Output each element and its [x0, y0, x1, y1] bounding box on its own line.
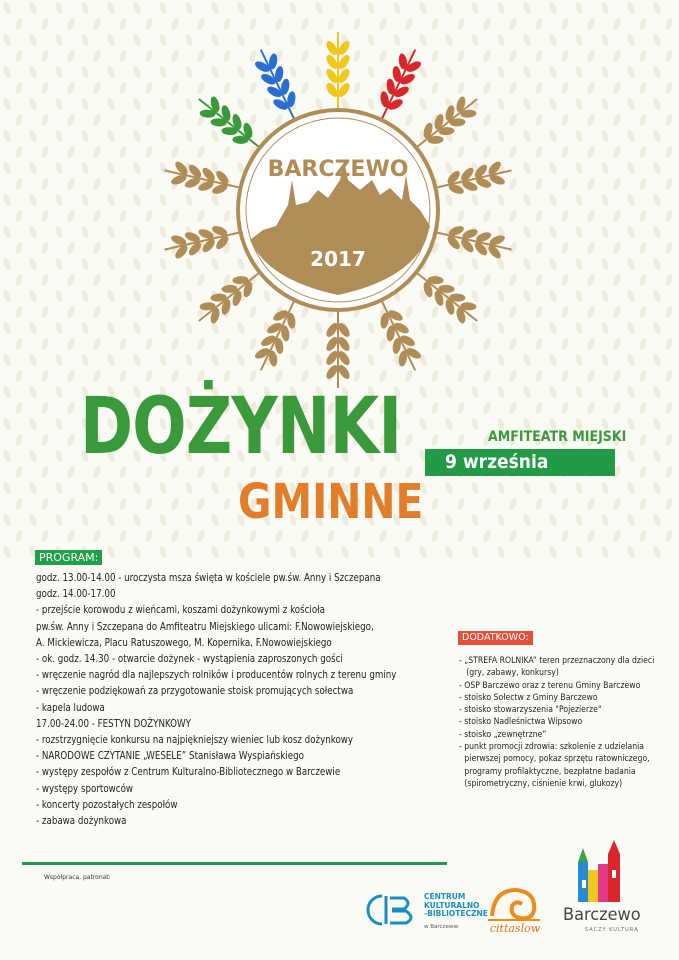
cittaslow-logo	[484, 880, 546, 936]
wheat-ear-ray	[161, 219, 243, 263]
venue-label: AMFITEATR MIEJSKI	[488, 429, 627, 445]
program-list	[36, 570, 456, 829]
program-line: - NARODOWE CZYTANIE „WESELE” Stanisława Wyspiańskiego	[36, 749, 304, 763]
additional-line: - stoisko Sołectw z Gminy Barczewo	[459, 692, 598, 703]
program-label: PROGRAM:	[35, 550, 102, 565]
event-date: 9 września	[445, 451, 549, 473]
ckb-name: CENTRUM KULTURALNO -BIBLIOTECZNE	[424, 892, 488, 918]
program-line: godz. 13.00-14.00 - uroczysta msza święta w kościele pw.św. Anny i Szczepana	[36, 571, 381, 584]
wheat-ear-ray	[324, 310, 352, 388]
harvest-emblem	[158, 30, 518, 390]
wheat-ear-ray	[248, 294, 307, 376]
wheat-ear-ray	[248, 44, 307, 126]
wheat-ear-ray	[369, 44, 428, 126]
additional-line: programy profilaktyczne, bezpłatne badania	[464, 766, 636, 777]
wheat-ear-ray	[324, 32, 352, 110]
program-line: - zabawa dożynkowa	[36, 814, 127, 828]
barczewo-tagline: SACZY KULTURĄ	[585, 927, 639, 933]
ckb-logo-icon	[362, 890, 422, 930]
barczewo-logo-text: Barczewo	[563, 905, 641, 925]
program-line: 17.00-24.00 - FESTYN DOŻYNKOWY	[36, 716, 191, 730]
additional-line: pierwszej pomocy, pokaz sprzętu ratowniczego,	[464, 754, 650, 765]
wheat-ear-ray	[161, 157, 243, 201]
title-dozynki: DOŻYNKI	[80, 382, 402, 472]
program-line: godz. 14.00-17.00	[36, 587, 116, 601]
wheat-ear-ray	[408, 262, 486, 332]
additional-label: DODATKOWO:	[458, 631, 533, 645]
additional-list	[459, 655, 669, 790]
barczewo-town-logo-icon	[570, 840, 630, 904]
program-line: - występy zespołów z Centrum Kulturalno-Bibliotecznego w Barczewie	[36, 765, 341, 779]
additional-line: (spirometryczny, ciśnienie krwi, glukozy)	[464, 778, 623, 789]
additional-line: - stoisko stowarzyszenia "Pojezierze"	[459, 705, 602, 716]
date-banner	[425, 449, 615, 476]
additional-line: (gry, zabawy, konkursy)	[466, 668, 559, 679]
program-line: - wręczenie nagród dla najlepszych rolników i producentów rolnych z terenu gminy	[36, 668, 397, 682]
additional-line: - punkt promocji zdrowia: szkolenie z udzielania	[459, 742, 645, 753]
program-line: - występy sportowców	[36, 781, 134, 795]
additional-line: - stoisko „zewnętrzne”	[459, 729, 547, 740]
wheat-ear-ray	[432, 157, 514, 201]
program-line: - wręczenie podziękowań za przygotowanie stoisk promujących sołectwa	[36, 684, 354, 698]
additional-line: - „STREFA ROLNIKA” teren przeznaczony dla dzieci	[459, 656, 655, 666]
program-line: - kapela ludowa	[36, 700, 105, 714]
title-gminne: GMINNE	[238, 474, 424, 530]
program-line: - ok. godz. 14.30 - otwarcie dożynek - wystąpienia zaproszonych gości	[36, 652, 343, 666]
wheat-ear-ray	[408, 88, 486, 158]
emblem-year: 2017	[310, 247, 366, 271]
program-line: - rozstrzygnięcie konkursu na najpiękniejszy wieniec lub kosz dożynkowy	[36, 733, 354, 747]
wheat-ear-ray	[432, 219, 514, 263]
footer-divider	[22, 862, 447, 865]
wheat-ear-ray	[190, 262, 268, 332]
ckb-place: w Barczewie	[424, 924, 459, 930]
program-line: - koncerty pozostałych zespołów	[36, 797, 178, 811]
program-line: - przejście korowodu z wieńcami, koszami dożynkowymi z kościoła	[36, 603, 325, 617]
program-line: A. Mickiewicza, Placu Ratuszowego, M. Kopernika, F.Nowowiejskiego	[36, 635, 332, 649]
program-line: pw.św. Anny i Szczepana do Amfiteatru Miejskiego ulicami: F.Nowowiejskiego,	[36, 619, 374, 633]
wheat-ear-ray	[369, 294, 428, 376]
cooperation-label: Współpraca, patronat:	[44, 874, 111, 881]
wheat-ear-ray	[190, 88, 268, 158]
additional-line: - OSP Barczewo oraz z terenu Gminy Barczewo	[459, 680, 641, 691]
emblem-town: BARCZEWO	[267, 157, 409, 182]
svg-text:cittaslow: cittaslow	[489, 922, 541, 935]
additional-line: - stoisko Nadleśnictwa Wipsowo	[459, 717, 583, 728]
